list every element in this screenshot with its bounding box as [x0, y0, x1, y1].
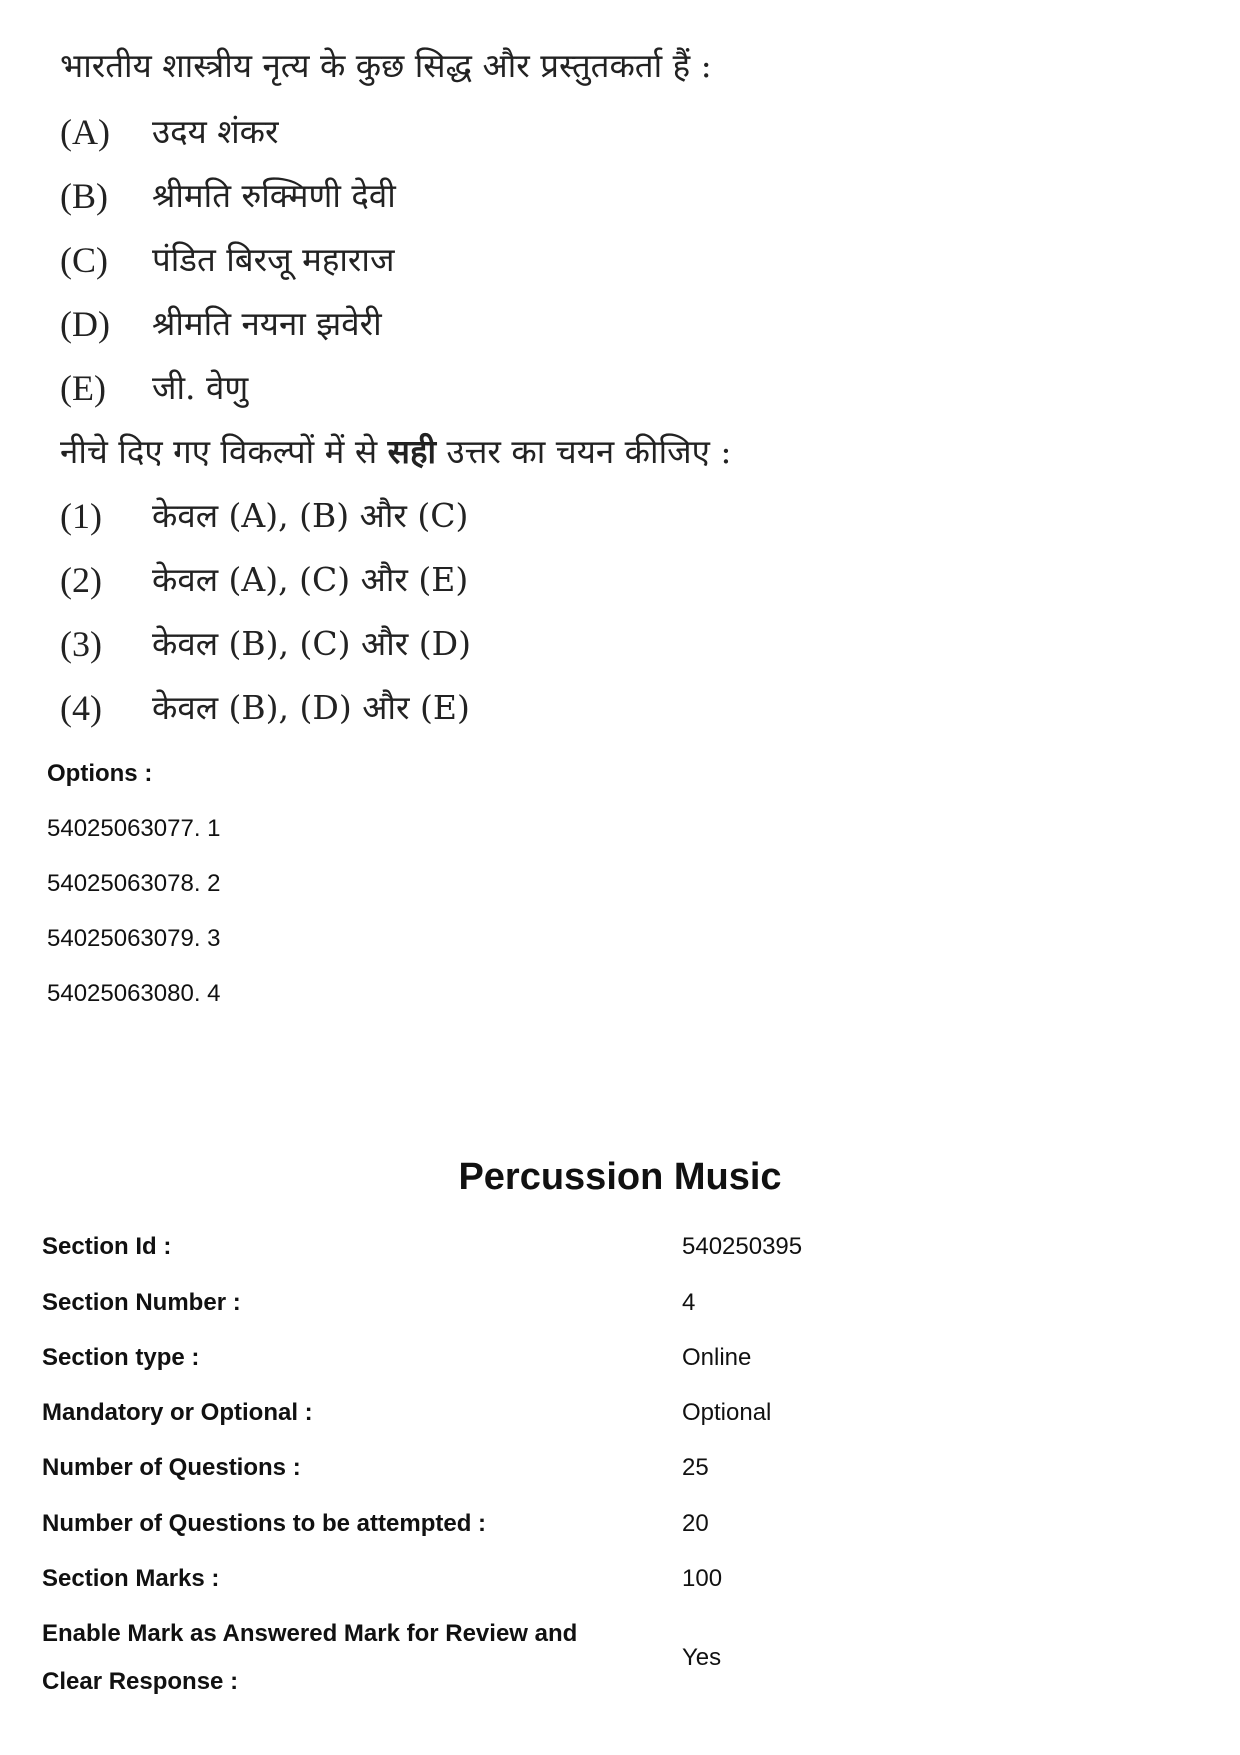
option-item: 54025063080. 4: [47, 980, 221, 1007]
item-label: (D): [60, 304, 110, 344]
choice-text: केवल (B), (D) और (E): [152, 688, 470, 727]
choice-label: (1): [60, 496, 102, 536]
item-label: (A): [60, 112, 110, 152]
item-text: उदय शंकर: [152, 112, 279, 151]
section-title: Percussion Music: [458, 1156, 782, 1198]
options-heading: Options :: [47, 760, 153, 787]
option-item: 54025063077. 1: [47, 815, 221, 842]
item-label: (E): [60, 368, 106, 408]
info-value: 100: [682, 1565, 723, 1592]
info-value: 4: [682, 1289, 696, 1316]
item-text: श्रीमति रुक्मिणी देवी: [152, 176, 396, 215]
item-text: पंडित बिरजू महाराज: [152, 240, 395, 279]
info-label: Section Number :: [42, 1289, 241, 1316]
choice-text: केवल (B), (C) और (D): [152, 624, 471, 663]
info-label: Mandatory or Optional :: [42, 1399, 313, 1426]
choice-label: (4): [60, 688, 102, 728]
info-label: Section Id :: [42, 1233, 172, 1260]
info-value: 540250395: [682, 1233, 803, 1260]
item-label: (B): [60, 176, 108, 216]
question-stem: भारतीय शास्त्रीय नृत्य के कुछ सिद्ध और प्रस्तुतकर्ता हैं :: [60, 46, 712, 85]
info-label: Section type :: [42, 1344, 200, 1371]
info-value: Optional: [682, 1399, 772, 1426]
item-text: श्रीमति नयना झवेरी: [152, 304, 382, 343]
info-label: Number of Questions :: [42, 1454, 301, 1481]
question-instruction: [60, 427, 731, 477]
info-label: Section Marks :: [42, 1565, 220, 1592]
info-value: Online: [682, 1344, 752, 1371]
instruction-text: उत्तर का चयन कीजिए :: [436, 432, 732, 471]
info-value: Yes: [682, 1644, 722, 1671]
choice-label: (3): [60, 624, 102, 664]
info-value: 20: [682, 1510, 709, 1537]
info-label: Number of Questions to be attempted :: [42, 1510, 487, 1537]
choice-text: केवल (A), (C) और (E): [152, 560, 469, 599]
option-item: 54025063078. 2: [47, 870, 221, 897]
info-label-line: Clear Response :: [42, 1668, 239, 1695]
choice-label: (2): [60, 560, 102, 600]
item-text: जी. वेणु: [152, 368, 249, 407]
item-label: (C): [60, 240, 108, 280]
instruction-emphasis: सही: [387, 432, 437, 471]
instruction-text: नीचे दिए गए विकल्पों में से: [60, 432, 388, 471]
choice-text: केवल (A), (B) और (C): [152, 496, 469, 535]
info-value: 25: [682, 1454, 709, 1481]
info-label-line: Enable Mark as Answered Mark for Review and: [42, 1620, 578, 1647]
option-item: 54025063079. 3: [47, 925, 221, 952]
info-label: [42, 1610, 662, 1706]
